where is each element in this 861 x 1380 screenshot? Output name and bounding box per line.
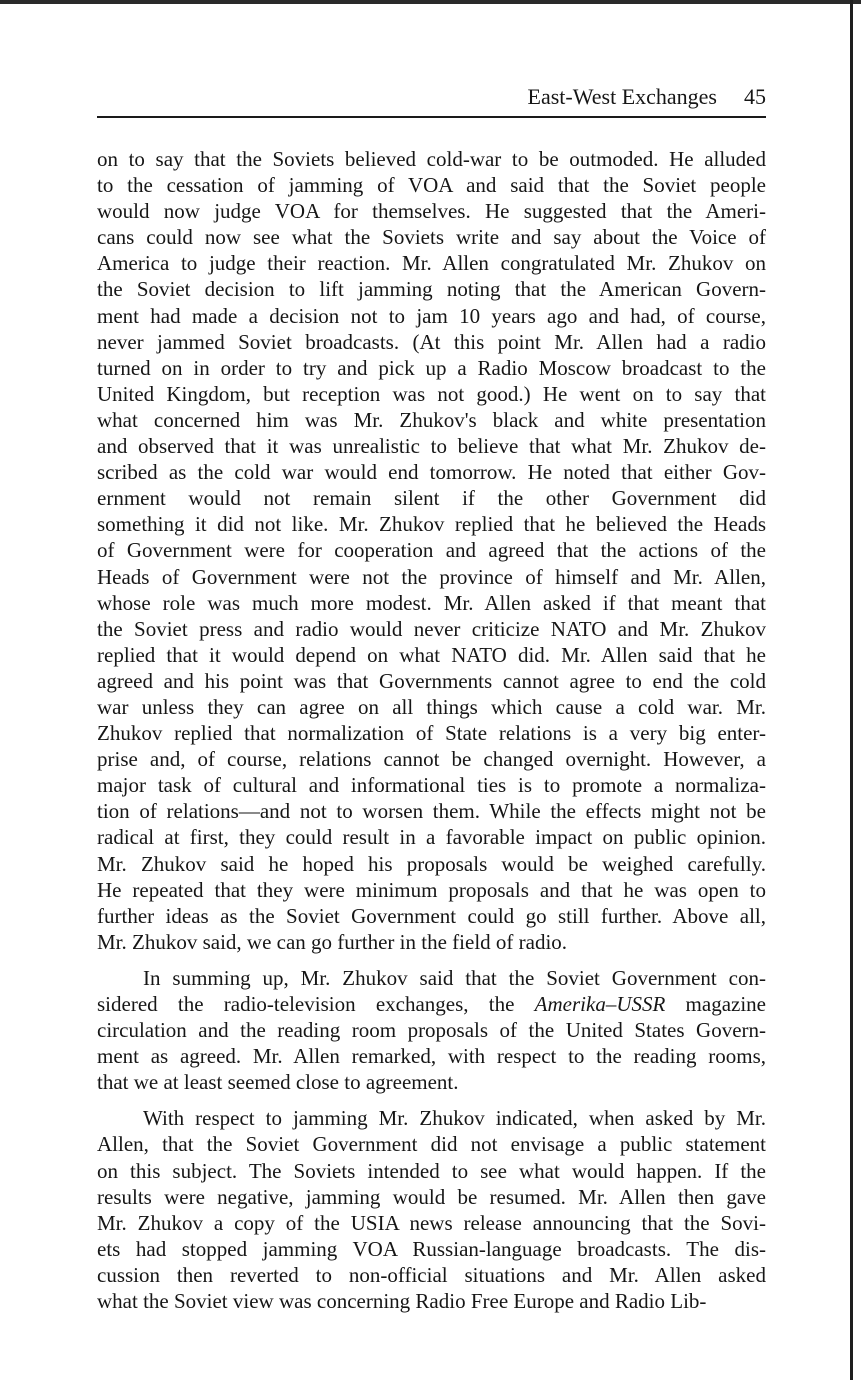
text-line: the Soviet decision to lift jamming noting that the American Govern- xyxy=(97,277,766,302)
text-line: scribed as the cold war would end tomorrow. He noted that either Gov- xyxy=(97,460,766,485)
text-line: Zhukov replied that normalization of State relations is a very big enter- xyxy=(97,721,766,746)
text-line: never jammed Soviet broadcasts. (At this point Mr. Allen had a radio xyxy=(97,329,766,354)
text-line: ets had stopped jamming VOA Russian-language broadcasts. The dis- xyxy=(97,1236,766,1261)
text-line: In summing up, Mr. Zhukov said that the Soviet Government con- xyxy=(143,965,766,990)
text-line: on to say that the Soviets believed cold-war to be outmoded. He alluded xyxy=(97,147,766,171)
text-line: Heads of Government were not the province of himself and Mr. Allen, xyxy=(97,564,766,589)
text-line: major task of cultural and informational ties is to promote a normaliza- xyxy=(97,773,766,798)
text-line: agreed and his point was that Governments cannot agree to end the cold xyxy=(97,668,766,693)
paragraph-2 xyxy=(97,965,766,1095)
text-line: what the Soviet view was concerning Radio Free Europe and Radio Lib- xyxy=(97,1289,707,1314)
text-line: on this subject. The Soviets intended to see what would happen. If the xyxy=(97,1158,766,1183)
page-number: 45 xyxy=(744,84,766,109)
text-line: Mr. Zhukov a copy of the USIA news release announcing that the Sovi- xyxy=(97,1210,766,1235)
text-fragment: magazine xyxy=(665,992,766,1016)
text-line: that we at least seemed close to agreement. xyxy=(97,1070,459,1095)
text-line: ernment would not remain silent if the other Government did xyxy=(97,486,766,511)
text-line: would now judge VOA for themselves. He suggested that the Ameri- xyxy=(97,199,766,224)
text-line: to the cessation of jamming of VOA and said that the Soviet people xyxy=(97,173,766,198)
text-line: and observed that it was unrealistic to believe that what Mr. Zhukov de- xyxy=(97,434,766,459)
text-line: prise and, of course, relations cannot be changed overnight. However, a xyxy=(97,747,766,772)
running-header xyxy=(97,83,766,111)
text-line: radical at first, they could result in a favorable impact on public opinion. xyxy=(97,825,766,850)
text-line: the Soviet press and radio would never criticize NATO and Mr. Zhukov xyxy=(97,616,766,641)
text-line: war unless they can agree on all things which cause a cold war. Mr. xyxy=(97,694,766,719)
text-fragment: sidered the radio-television exchanges, the xyxy=(97,992,515,1016)
top-edge-rule xyxy=(0,0,861,4)
text-line: cussion then reverted to non-official situations and Mr. Allen asked xyxy=(97,1262,766,1287)
text-line: circulation and the reading room proposals of the United States Govern- xyxy=(97,1018,766,1043)
paragraph-3 xyxy=(97,1105,766,1314)
text-line: He repeated that they were minimum proposals and that he was open to xyxy=(97,877,766,902)
text-line: something it did not like. Mr. Zhukov replied that he believed the Heads xyxy=(97,512,766,537)
text-line: Allen, that the Soviet Government did not envisage a public statement xyxy=(97,1132,766,1157)
magazine-title: Amerika–USSR xyxy=(534,992,666,1016)
text-line: whose role was much more modest. Mr. Allen asked if that meant that xyxy=(97,590,766,615)
text-line: ment as agreed. Mr. Allen remarked, with respect to the reading rooms, xyxy=(97,1044,766,1069)
text-line: With respect to jamming Mr. Zhukov indicated, when asked by Mr. xyxy=(143,1106,766,1131)
text-line: of Government were for cooperation and agreed that the actions of the xyxy=(97,538,766,563)
text-line: tion of relations—and not to worsen them. While the effects might not be xyxy=(97,799,766,824)
text-line: replied that it would depend on what NATO did. Mr. Allen said that he xyxy=(97,642,766,667)
body-text xyxy=(97,146,766,1314)
paragraph-1 xyxy=(97,146,766,955)
text-line: America to judge their reaction. Mr. Allen congratulated Mr. Zhukov on xyxy=(97,251,766,276)
text-line xyxy=(97,991,766,1017)
text-line: results were negative, jamming would be resumed. Mr. Allen then gave xyxy=(97,1184,766,1209)
text-line: Mr. Zhukov said, we can go further in the field of radio. xyxy=(97,929,568,954)
header-rule xyxy=(97,116,766,118)
text-line: ment had made a decision not to jam 10 years ago and had, of course, xyxy=(97,303,766,328)
text-line: cans could now see what the Soviets write and say about the Voice of xyxy=(97,225,766,250)
text-line: further ideas as the Soviet Government could go still further. Above all, xyxy=(97,903,766,928)
text-line: turned on in order to try and pick up a Radio Moscow broadcast to the xyxy=(97,355,766,380)
running-title: East-West Exchanges xyxy=(527,84,717,109)
text-line: Mr. Zhukov said he hoped his proposals would be weighed carefully. xyxy=(97,851,766,876)
right-edge-rule xyxy=(850,0,853,1380)
text-line: United Kingdom, but reception was not good.) He went on to say that xyxy=(97,381,766,406)
text-line: what concerned him was Mr. Zhukov's black and white presentation xyxy=(97,407,766,432)
